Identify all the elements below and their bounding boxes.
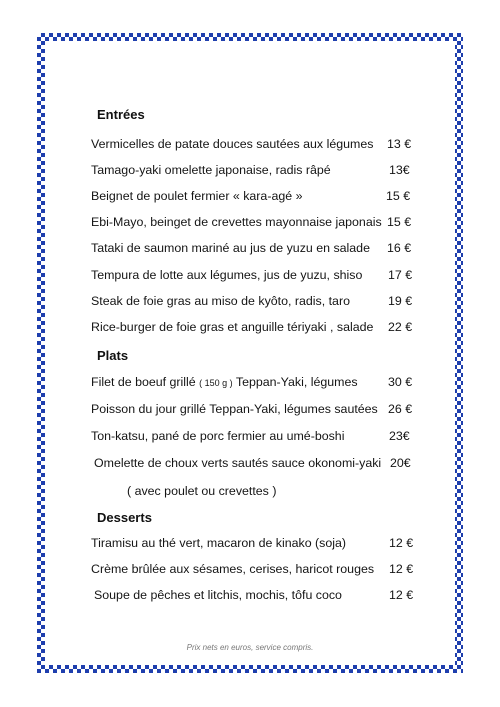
menu-item-name: Poisson du jour grillé Teppan-Yaki, légumes sautées (91, 402, 378, 416)
menu-item-price: 16 € (387, 241, 412, 255)
menu-item-name-part: Teppan-Yaki, légumes (232, 375, 358, 389)
menu-item-name: Tataki de saumon mariné au jus de yuzu en salade (91, 241, 370, 255)
section-title-plats: Plats (97, 348, 129, 363)
menu-item-price: 15 € (386, 189, 411, 203)
menu-item-price: 23€ (389, 429, 410, 443)
menu-item-name-part: Filet de boeuf grillé (91, 375, 200, 389)
portion-weight: ( 150 g ) (199, 378, 233, 388)
menu-item-price: 12 € (389, 562, 414, 576)
menu-item-price: 12 € (389, 536, 414, 550)
section-title-desserts: Desserts (97, 510, 152, 525)
menu-item-price: 22 € (388, 320, 413, 334)
menu-item-name: Tiramisu au thé vert, macaron de kinako (soja) (91, 536, 347, 550)
menu-item-price: 20€ (390, 456, 411, 470)
menu-item-price: 15 € (387, 215, 412, 229)
price-note-footer: Prix nets en euros, service compris. (186, 643, 314, 652)
menu-item-name: Steak de foie gras au miso de kyôto, radis, taro (91, 294, 350, 308)
menu-item-name: Beignet de poulet fermier « kara-agé » (91, 189, 303, 203)
menu-item-name: Crème brûlée aux sésames, cerises, haricot rouges (91, 562, 375, 576)
menu-item-name: Ebi-Mayo, beinget de crevettes mayonnaise japonais (91, 215, 382, 229)
menu-item-name: Tamago-yaki omelette japonaise, radis râpé (91, 163, 331, 177)
menu-item-price: 13€ (389, 163, 410, 177)
menu-item-note: ( avec poulet ou crevettes ) (127, 484, 277, 498)
menu-item-name: Rice-burger de foie gras et anguille tériyaki , salade (91, 320, 374, 334)
menu-item-price: 13 € (387, 137, 412, 151)
menu-item-name: Ton-katsu, pané de porc fermier au umé-boshi (91, 429, 345, 443)
menu-item-name: Soupe de pêches et litchis, mochis, tôfu coco (94, 588, 342, 602)
menu-item-name: Tempura de lotte aux légumes, jus de yuzu, shiso (91, 268, 363, 282)
menu-item-name: Omelette de choux verts sautés sauce okonomi-yaki (94, 456, 382, 470)
menu-item-name: Vermicelles de patate douces sautées aux légumes (91, 137, 374, 151)
menu-item-price: 17 € (388, 268, 413, 282)
menu-item-price: 19 € (388, 294, 413, 308)
menu-item-price: 12 € (389, 588, 414, 602)
menu-item-price: 30 € (388, 375, 413, 389)
menu-item-price: 26 € (388, 402, 413, 416)
section-title-entrees: Entrées (97, 107, 145, 122)
menu-item-name (91, 375, 358, 389)
